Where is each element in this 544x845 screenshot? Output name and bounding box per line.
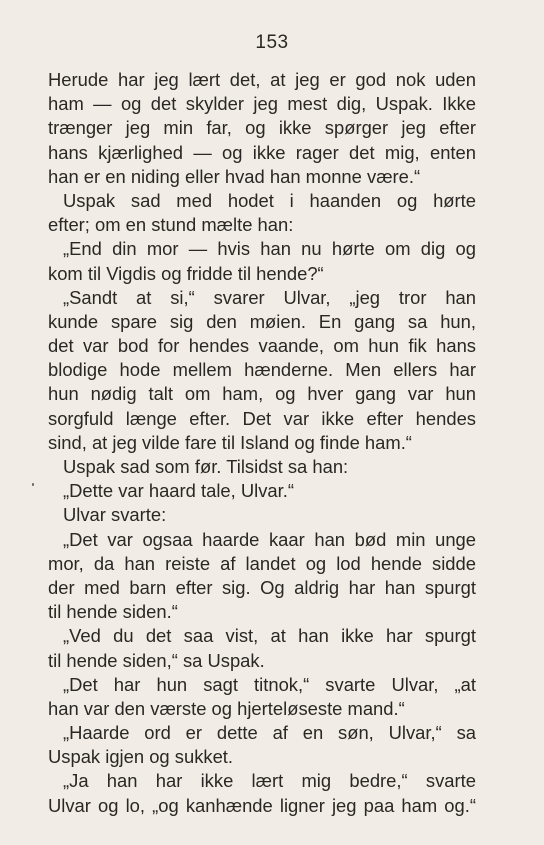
- text-line: „Sandt at si,“ svarer Ulvar, „jeg tror han: [63, 286, 476, 308]
- text-line: der med barn efter sig. Og aldrig har han spurgt: [48, 576, 476, 598]
- text-line: blodige hode mellem hænderne. Men ellers har: [48, 359, 476, 381]
- text-line: hun nødig talt om ham, og hver gang var hun: [48, 383, 476, 405]
- page-number: 153: [255, 32, 289, 53]
- text-line: Uspak sad med hodet i haanden og hørte: [63, 189, 476, 211]
- ink-speck: [32, 483, 34, 486]
- text-line: til hende siden,“ sa Uspak.: [48, 649, 265, 671]
- text-line: sorgfuld længe efter. Det var ikke efter hendes: [48, 407, 476, 429]
- text-line: „Ved du det saa vist, at han ikke har spurgt: [63, 625, 476, 647]
- text-line: hans kjærlighed — og ikke rager det mig, enten: [48, 141, 476, 163]
- text-line: mor, da han reiste af landet og lod hende sidde: [48, 552, 476, 574]
- text-line: kom til Vigdis og fridde til hende?“: [48, 262, 324, 284]
- text-line: „End din mor — hvis han nu hørte om dig og: [63, 238, 476, 260]
- text-line: han er en niding eller hvad han monne være.“: [48, 165, 421, 187]
- text-line: „Ja han har ikke lært mig bedre,“ svarte: [63, 770, 476, 792]
- text-line: trænger jeg min far, og ikke spørger jeg efter: [48, 117, 476, 139]
- text-line: kunde spare sig den møien. En gang sa hun,: [48, 310, 476, 332]
- text-line: „Det har hun sagt titnok,“ svarte Ulvar, „at: [63, 673, 476, 695]
- text-line: „Det var ogsaa haarde kaar han bød min unge: [63, 528, 476, 550]
- body-text: [48, 68, 476, 818]
- text-line: Uspak sad som før. Tilsidst sa han:: [63, 456, 349, 477]
- text-line: han var den værste og hjerteløseste mand.“: [48, 697, 405, 719]
- text-line: Ulvar og lo, „og kanhænde ligner jeg paa ham og.“: [48, 794, 476, 816]
- text-line: Ulvar svarte:: [63, 504, 167, 526]
- text-line: sind, at jeg vilde fare til Island og finde ham.“: [48, 431, 412, 453]
- text-line: „Haarde ord er dette af en søn, Ulvar,“ sa: [63, 722, 476, 744]
- text-line: Uspak igjen og sukket.: [48, 746, 234, 768]
- text-line: „Dette var haard tale, Ulvar.“: [63, 480, 294, 502]
- text-line: ham — og det skylder jeg mest dig, Uspak. Ikke: [48, 93, 476, 115]
- text-line: Herude har jeg lært det, at jeg er god nok uden: [48, 69, 476, 90]
- text-line: til hende siden.“: [48, 601, 178, 623]
- text-line: det var bod for hendes vaande, om hun fik hans: [48, 335, 476, 357]
- text-line: efter; om en stund mælte han:: [48, 214, 294, 236]
